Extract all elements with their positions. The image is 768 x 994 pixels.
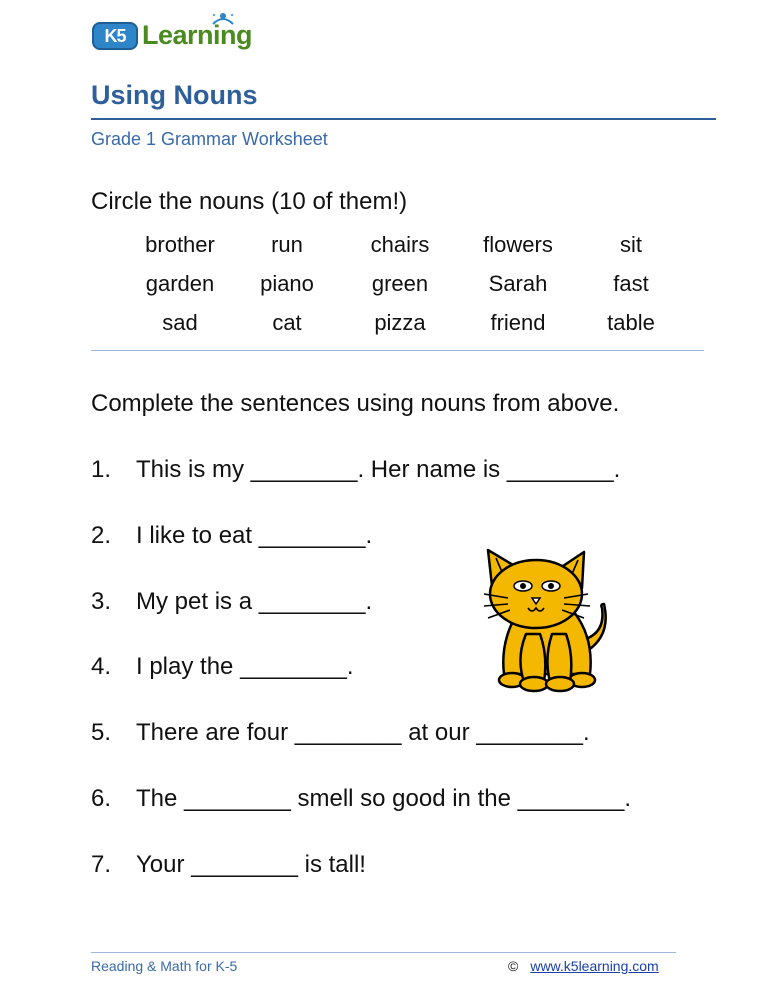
sentence-text: My pet is a ________. xyxy=(136,588,373,615)
word-cell: garden xyxy=(145,271,215,296)
sentence-number: 6. xyxy=(91,785,112,812)
sentence-text: This is my ________. Her name is ________. xyxy=(136,456,621,483)
sentence-number: 3. xyxy=(91,588,112,615)
sentence-number: 2. xyxy=(91,522,112,549)
word-cell: sad xyxy=(162,310,198,335)
sentence-number: 4. xyxy=(91,653,112,680)
word-cell: brother xyxy=(145,232,215,257)
footer-tagline: Reading & Math for K-5 xyxy=(91,958,238,974)
logo-badge: K5 xyxy=(92,22,138,50)
logo-person-icon xyxy=(210,12,236,28)
page-subtitle: Grade 1 Grammar Worksheet xyxy=(91,129,328,149)
word-cell: pizza xyxy=(374,310,426,335)
word-cell: run xyxy=(271,232,303,257)
circle-instruction: Circle the nouns (10 of them!) xyxy=(91,188,408,215)
cat-illustration-icon xyxy=(478,546,618,694)
sentence-item xyxy=(91,588,372,616)
sentence-number: 7. xyxy=(91,851,112,878)
word-cell: green xyxy=(371,271,429,296)
sentence-text: Your ________ is tall! xyxy=(136,851,366,878)
page-title: Using Nouns xyxy=(91,80,258,110)
sentence-item xyxy=(91,456,620,484)
word-cell: chairs xyxy=(370,232,430,257)
word-cell: Sarah xyxy=(488,271,548,296)
sentence-text: The ________ smell so good in the ________. xyxy=(136,785,632,812)
sentence-number: 5. xyxy=(91,719,112,746)
word-cell: sit xyxy=(620,232,642,257)
word-cell: piano xyxy=(260,271,314,296)
logo-word: Learning xyxy=(142,20,253,50)
sentence-item xyxy=(91,653,354,681)
word-cell: friend xyxy=(490,310,546,335)
word-cell: flowers xyxy=(483,232,553,257)
copyright-symbol: © xyxy=(508,958,519,974)
word-cell: fast xyxy=(613,271,649,296)
word-cell: table xyxy=(607,310,655,335)
complete-instruction: Complete the sentences using nouns from above. xyxy=(91,390,620,417)
sentence-number: 1. xyxy=(91,456,112,483)
website-link[interactable]: www.k5learning.com xyxy=(530,958,659,974)
word-cell: cat xyxy=(272,310,302,335)
sentence-text: I play the ________. xyxy=(136,653,354,680)
sentence-item xyxy=(91,851,366,879)
sentence-item xyxy=(91,522,372,550)
footer-copyright xyxy=(508,958,659,974)
section-divider xyxy=(91,350,704,351)
sentence-text: I like to eat ________. xyxy=(136,522,373,549)
title-divider xyxy=(91,118,716,120)
sentence-text: There are four ________ at our ________. xyxy=(136,719,590,746)
sentence-item xyxy=(91,719,590,747)
footer-divider xyxy=(91,952,676,953)
sentence-item xyxy=(91,785,631,813)
